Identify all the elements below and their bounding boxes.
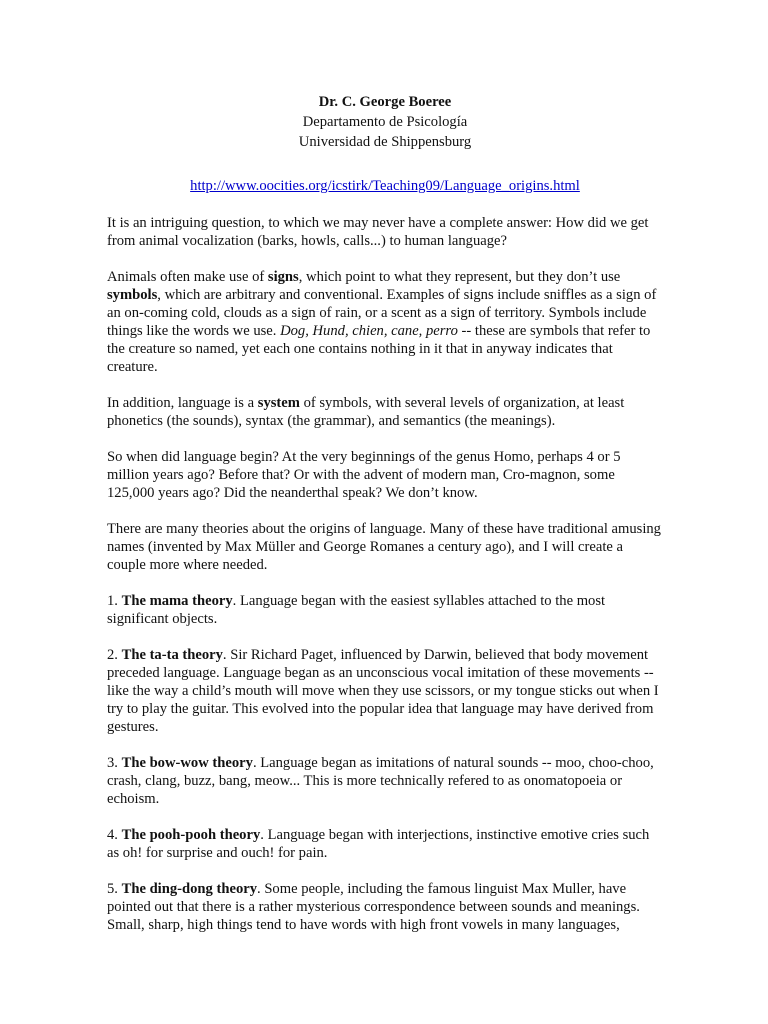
theory-text: . Language began with the easiest syllables attached to the most significant objects. — [107, 593, 606, 627]
source-link[interactable]: http://www.oocities.org/icstirk/Teaching09/Language_origins.html — [190, 178, 580, 194]
theory-name: The ta-ta theory — [121, 647, 223, 663]
theory-text: . Some people, including the famous linguist Max Muller, have pointed out that there is a rather mysterious correspondence between sounds and meanings. Small, sharp, high things tend to have words with high front vowels in many languages, — [107, 881, 640, 933]
document-header — [107, 92, 663, 152]
theories-intro-paragraph: There are many theories about the origins of language. Many of these have traditional amusing names (invented by Max Müller and George Romanes a century ago), and I will create a couple more where needed. — [107, 521, 661, 573]
signs-paragraph — [107, 268, 663, 376]
signs-text-3: , which are arbitrary and conventional. Examples of signs include sniffles as a sign of an on-coming cold, clouds as a sign of rain, or a scent as a sign of territory. Symbols include things like the words we use. — [107, 287, 657, 339]
signs-term: signs — [267, 269, 299, 285]
theory-name: The bow-wow theory — [121, 755, 253, 771]
document-page — [107, 92, 663, 952]
theory-item — [107, 880, 663, 934]
theory-name: The pooh-pooh theory — [121, 827, 261, 843]
symbols-term: symbols — [107, 287, 158, 303]
theory-item — [107, 754, 663, 808]
department-name: Departamento de Psicología — [302, 114, 468, 130]
theory-name: The mama theory — [121, 593, 233, 609]
theory-text: . Language began with interjections, instinctive emotive cries such as oh! for surprise and ouch! for pain. — [107, 827, 650, 861]
system-text-1: In addition, language is a — [107, 395, 258, 411]
theory-item — [107, 646, 663, 736]
when-paragraph: So when did language begin? At the very beginnings of the genus Homo, perhaps 4 or 5 million years ago? Before that? Or with the advent of modern man, Cro-magnon, some 125,000 years ago? Did the neanderthal speak? We don’t know. — [107, 449, 621, 501]
theory-item — [107, 592, 663, 628]
author-name: Dr. C. George Boeree — [318, 94, 452, 110]
signs-text-2: , which point to what they represent, but they don’t use — [298, 269, 621, 285]
theory-text: . Sir Richard Paget, influenced by Darwin, believed that body movement preceded language. Language began as an unconscious vocal imitation of these movements -- like the way a child’s mouth will move when they use scissors, or my tongue sticks out when I try to play the guitar. This evolved into the popular idea that language may have derived from gestures. — [107, 647, 659, 735]
signs-text-1: Animals often make use of — [107, 269, 268, 285]
theory-item — [107, 826, 663, 862]
system-text-2: of symbols, with several levels of organization, at least phonetics (the sounds), syntax (the grammar), and semantics (the meanings). — [107, 395, 625, 429]
theory-number: 4. — [107, 827, 122, 843]
university-name: Universidad de Shippensburg — [298, 134, 472, 150]
system-paragraph — [107, 394, 663, 430]
theory-number: 1. — [107, 593, 122, 609]
dog-words: Dog, Hund, chien, cane, perro — [280, 323, 458, 339]
theory-name: The ding-dong theory — [121, 881, 258, 897]
system-term: system — [257, 395, 300, 411]
theory-text: . Language began as imitations of natural sounds -- moo, choo-choo, crash, clang, buzz, bang, meow... This is more technically refered to as onomatopoeia or echoism. — [107, 755, 654, 807]
theory-number: 5. — [107, 881, 122, 897]
theory-number: 2. — [107, 647, 122, 663]
intro-paragraph: It is an intriguing question, to which we may never have a complete answer: How did we get from animal vocalization (barks, howls, calls...) to human language? — [107, 215, 649, 249]
signs-text-4: -- these are symbols that refer to the creature so named, yet each one contains nothing in it that in anyway indicates that creature. — [107, 323, 651, 375]
theory-number: 3. — [107, 755, 122, 771]
